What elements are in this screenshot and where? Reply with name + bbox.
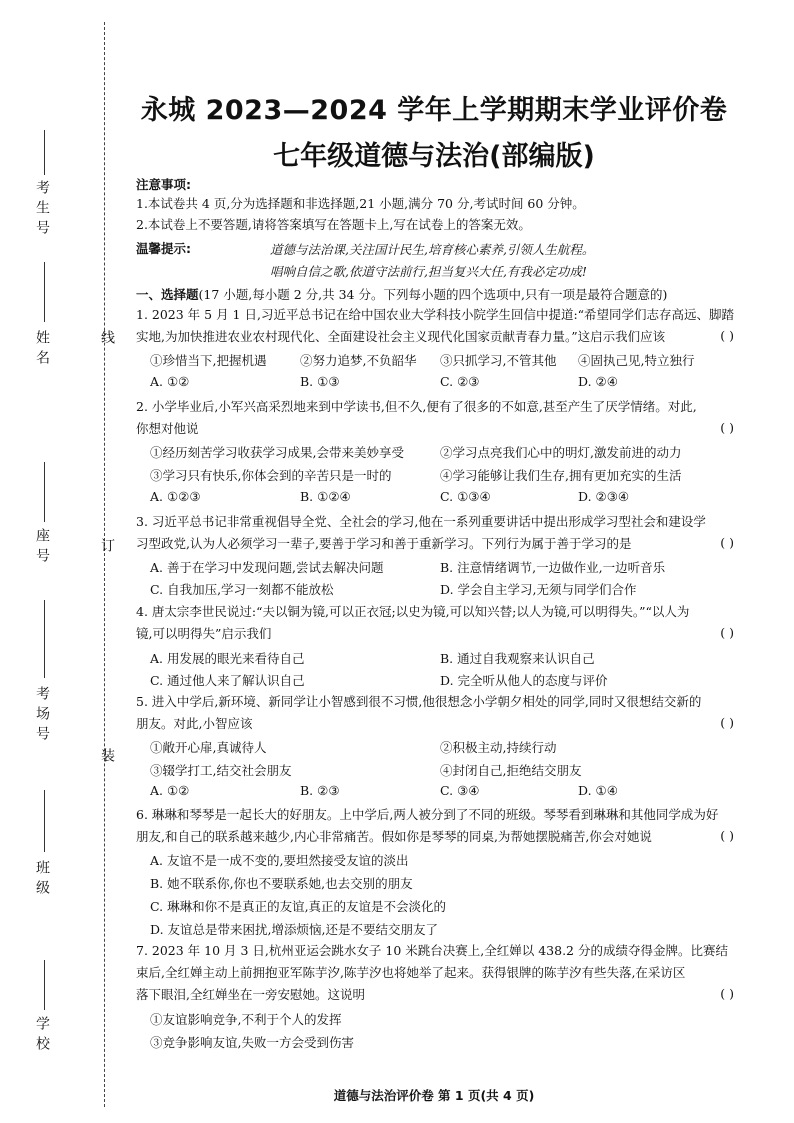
page-footer: 道德与法治评价卷 第 1 页(共 4 页) <box>333 1088 535 1103</box>
q4-line-1: 4. 唐太宗李世民说过:“夫以铜为镜,可以正衣冠;以史为镜,可以知兴替;以人为镜,可以明得失。”“以人为 <box>136 604 690 619</box>
q7-statement-3: ③竞争影响友谊,失败一方会受到伤害 <box>150 1035 354 1050</box>
notice-item-1: 1.本试卷共 4 页,分为选择题和非选择题,21 小题,满分 70 分,考试时间 60 分钟。 <box>136 196 585 211</box>
q6-line-2: 朋友,和自己的联系越来越少,内心非常痛苦。假如你是琴琴的同桌,为帮她摆脱痛苦,你会对她说 <box>136 829 652 844</box>
q3-answer-paren: ( ) <box>720 535 734 550</box>
q3-option-c: C. 自我加压,学习一刻都不能放松 <box>150 582 334 597</box>
q5-option-d: D. ①④ <box>578 783 618 798</box>
q1-statement-1: ①珍惜当下,把握机遇 <box>150 353 267 368</box>
q2-option-a: A. ①②③ <box>150 489 201 504</box>
q5-answer-paren: ( ) <box>720 715 734 730</box>
q3-line-1: 3. 习近平总书记非常重视倡导全党、全社会的学习,他在一系列重要讲话中提出形成学习型社会和建设学 <box>136 514 706 529</box>
binding-dashed-line <box>104 22 105 1107</box>
q5-statement-2: ②积极主动,持续行动 <box>440 740 557 755</box>
q4-option-d: D. 完全听从他人的态度与评价 <box>440 673 608 688</box>
q4-option-c: C. 通过他人来了解认识自己 <box>150 673 305 688</box>
q1-line-1: 1. 2023 年 5 月 1 日,习近平总书记在给中国农业大学科技小院学生回信中提道:“希望同学们志存高远、脚踏 <box>136 307 735 322</box>
notice-heading: 注意事项: <box>136 177 191 192</box>
q5-statement-1: ①敞开心扉,真诚待人 <box>150 740 267 755</box>
q5-statement-3: ③辍学打工,结交社会朋友 <box>150 763 292 778</box>
q3-option-a: A. 善于在学习中发现问题,尝试去解决问题 <box>150 560 384 575</box>
field-exam-number: 考生号 <box>34 180 50 240</box>
q3-option-b: B. 注意情绪调节,一边做作业,一边听音乐 <box>440 560 666 575</box>
field-seat: 座号 <box>34 528 50 568</box>
q1-option-d: D. ②④ <box>578 374 618 389</box>
tip-heading: 温馨提示: <box>136 241 191 256</box>
field-name: 姓名 <box>34 330 50 370</box>
q6-option-c: C. 琳琳和你不是真正的友谊,真正的友谊是不会淡化的 <box>150 899 447 914</box>
q7-answer-paren: ( ) <box>720 986 734 1001</box>
q1-option-c: C. ②③ <box>440 374 480 389</box>
section-heading: 一、选择题(17 小题,每小题 2 分,共 34 分。下列每小题的四个选项中,只有一项是最符合题意的) <box>136 287 668 302</box>
binding-mark-zhuang: 装 <box>99 748 115 764</box>
q1-statement-2: ②努力追梦,不负韶华 <box>300 353 417 368</box>
tip-line-1: 道德与法治课,关注国计民生,培育核心素养,引领人生航程。 <box>270 242 595 257</box>
q4-option-b: B. 通过自我观察来认识自己 <box>440 651 595 666</box>
notice-item-2: 2.本试卷上不要答题,请将答案填写在答题卡上,写在试卷上的答案无效。 <box>136 217 531 232</box>
q5-line-2: 朋友。对此,小智应该 <box>136 716 253 731</box>
q2-statement-1: ①经历刻苦学习收获学习成果,会带来美妙享受 <box>150 445 404 460</box>
q2-option-c: C. ①③④ <box>440 489 491 504</box>
q1-statement-4: ④固执己见,特立独行 <box>578 353 695 368</box>
q6-option-b: B. 她不联系你,你也不要联系她,也去交别的朋友 <box>150 876 413 891</box>
q5-option-a: A. ①② <box>150 783 190 798</box>
q2-line-1: 2. 小学毕业后,小军兴高采烈地来到中学读书,但不久,便有了很多的不如意,甚至产生了厌学情绪。对此, <box>136 399 697 414</box>
q1-line-2: 实地,为加快推进农业农村现代化、全面建设社会主义现代化国家贡献青春力量。”这启示我们应该 <box>136 329 666 344</box>
q5-statement-4: ④封闭自己,拒绝结交朋友 <box>440 763 582 778</box>
exam-title: 永城 2023—2024 学年上学期期末学业评价卷 <box>140 95 728 126</box>
q4-line-2: 镜,可以明得失”启示我们 <box>136 626 272 641</box>
q1-statement-3: ③只抓学习,不管其他 <box>440 353 557 368</box>
q6-option-d: D. 友谊总是带来困扰,增添烦恼,还是不要结交朋友了 <box>150 922 438 937</box>
binding-mark-ding: 订 <box>99 538 115 554</box>
q7-statement-1: ①友谊影响竞争,不利于个人的发挥 <box>150 1012 342 1027</box>
q2-statement-2: ②学习点亮我们心中的明灯,激发前进的动力 <box>440 445 682 460</box>
q1-option-b: B. ①③ <box>300 374 340 389</box>
q3-option-d: D. 学会自主学习,无须与同学们合作 <box>440 582 637 597</box>
q3-line-2: 习型政党,认为人必须学习一辈子,要善于学习和善于重新学习。下列行为属于善于学习的是 <box>136 536 632 551</box>
field-room: 考场号 <box>34 686 50 746</box>
q2-statement-4: ④学习能够让我们生存,拥有更加充实的生活 <box>440 468 682 483</box>
q2-statement-3: ③学习只有快乐,你体会到的辛苦只是一时的 <box>150 468 392 483</box>
field-school: 学校 <box>34 1016 50 1056</box>
q6-answer-paren: ( ) <box>720 828 734 843</box>
q5-option-c: C. ③④ <box>440 783 480 798</box>
q7-line-1: 7. 2023 年 10 月 3 日,杭州亚运会跳水女子 10 米跳台决赛上,全红婵以 438.2 分的成绩夺得金牌。比赛结 <box>136 943 728 958</box>
q1-option-a: A. ①② <box>150 374 190 389</box>
q5-option-b: B. ②③ <box>300 783 340 798</box>
q5-line-1: 5. 进入中学后,新环境、新同学让小智感到很不习惯,他很想念小学朝夕相处的同学,同时又很想结交新的 <box>136 694 702 709</box>
binding-mark-line: 线 <box>99 330 115 346</box>
q2-option-b: B. ①②④ <box>300 489 351 504</box>
q6-option-a: A. 友谊不是一成不变的,要坦然接受友谊的淡出 <box>150 853 409 868</box>
q2-answer-paren: ( ) <box>720 420 734 435</box>
q7-line-2: 束后,全红婵主动上前拥抱亚军陈芋汐,陈芋汐也将她举了起来。获得银牌的陈芋汐有些失落,在采访区 <box>136 965 686 980</box>
tip-line-2: 唱响自信之歌,依道守法前行,担当复兴大任,有我必定功成! <box>270 264 587 279</box>
q4-option-a: A. 用发展的眼光来看待自己 <box>150 651 305 666</box>
q7-line-3: 落下眼泪,全红婵坐在一旁安慰她。这说明 <box>136 987 365 1002</box>
q6-line-1: 6. 琳琳和琴琴是一起长大的好朋友。上中学后,两人被分到了不同的班级。琴琴看到琳琳和其他同学成为好 <box>136 807 719 822</box>
exam-subtitle: 七年级道德与法治(部编版) <box>273 141 595 172</box>
q4-answer-paren: ( ) <box>720 625 734 640</box>
q2-option-d: D. ②③④ <box>578 489 630 504</box>
q1-answer-paren: ( ) <box>720 328 734 343</box>
field-class: 班级 <box>34 860 50 900</box>
q2-line-2: 你想对他说 <box>136 421 199 436</box>
